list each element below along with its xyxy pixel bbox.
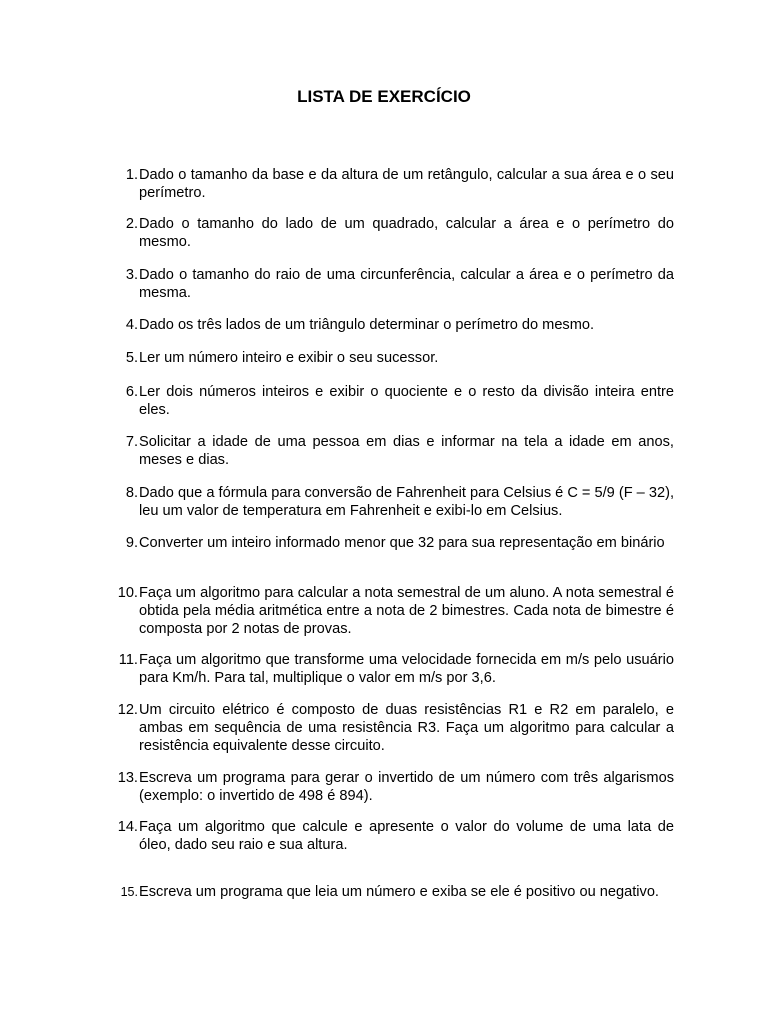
document-title: LISTA DE EXERCÍCIO bbox=[297, 87, 471, 106]
exercise-text: Faça um algoritmo que calcule e apresente o valor do volume de uma lata de óleo, dado seu raio e sua altura. bbox=[139, 819, 674, 853]
exercise-text: Ler dois números inteiros e exibir o quociente e o resto da divisão inteira entre eles. bbox=[139, 384, 674, 418]
exercise-number: 13. bbox=[117, 770, 138, 786]
exercise-item-14 bbox=[110, 818, 674, 854]
exercise-number: 12. bbox=[117, 702, 138, 718]
exercise-item-15 bbox=[110, 883, 674, 901]
exercise-text: Dado o tamanho do lado de um quadrado, calcular a área e o perímetro do mesmo. bbox=[139, 216, 674, 250]
exercise-text: Faça um algoritmo para calcular a nota semestral de um aluno. A nota semestral é obtida pela média aritmética entre a nota de 2 bimestres. Cada nota de bimestre é composta por 2 notas de provas. bbox=[139, 585, 674, 637]
exercise-item-6 bbox=[110, 383, 674, 419]
exercise-text: Dado os três lados de um triângulo determinar o perímetro do mesmo. bbox=[139, 317, 595, 333]
exercise-text: Dado que a fórmula para conversão de Fahrenheit para Celsius é C = 5/9 (F – 32), leu um valor de temperatura em Fahrenheit e exibi-lo em Celsius. bbox=[139, 485, 674, 519]
exercise-text: Ler um número inteiro e exibir o seu sucessor. bbox=[139, 350, 439, 366]
exercise-item-8 bbox=[110, 484, 674, 520]
exercise-item-7 bbox=[110, 433, 674, 469]
exercise-text: Escreva um programa que leia um número e exiba se ele é positivo ou negativo. bbox=[139, 884, 659, 900]
exercise-item-10 bbox=[110, 584, 674, 638]
exercise-number: 3. bbox=[125, 267, 138, 283]
exercise-number: 9. bbox=[125, 535, 138, 551]
exercise-number: 10. bbox=[117, 585, 138, 601]
exercise-text: Dado o tamanho do raio de uma circunferência, calcular a área e o perímetro da mesma. bbox=[139, 267, 674, 301]
exercise-item-2 bbox=[110, 215, 674, 251]
exercise-number: 11. bbox=[118, 652, 138, 668]
exercise-number: 8. bbox=[125, 485, 138, 501]
exercise-number: 4. bbox=[125, 317, 138, 333]
exercise-text: Um circuito elétrico é composto de duas resistências R1 e R2 em paralelo, e ambas em sequência de uma resistência R3. Faça um algoritmo para calcular a resistência equivalente desse circuito. bbox=[139, 702, 674, 754]
exercise-item-4 bbox=[110, 316, 674, 334]
exercise-text: Faça um algoritmo que transforme uma velocidade fornecida em m/s pelo usuário para Km/h. Para tal, multiplique o valor em m/s por 3,6. bbox=[139, 652, 674, 686]
exercise-text: Escreva um programa para gerar o invertido de um número com três algarismos (exemplo: o invertido de 498 é 894). bbox=[139, 770, 674, 804]
exercise-number: 1. bbox=[125, 167, 138, 183]
exercise-text: Dado o tamanho da base e da altura de um retângulo, calcular a sua área e o seu perímetro. bbox=[139, 167, 674, 201]
exercise-item-9 bbox=[110, 534, 674, 552]
exercise-text: Solicitar a idade de uma pessoa em dias e informar na tela a idade em anos, meses e dias. bbox=[139, 434, 674, 468]
exercise-number: 5. bbox=[125, 350, 138, 366]
exercise-item-1 bbox=[110, 166, 674, 202]
exercise-item-11 bbox=[110, 651, 674, 687]
exercise-text: Converter um inteiro informado menor que 32 para sua representação em binário bbox=[139, 535, 665, 551]
exercise-item-5 bbox=[110, 349, 674, 367]
exercise-item-13 bbox=[110, 769, 674, 805]
exercise-item-3 bbox=[110, 266, 674, 302]
exercise-number: 2. bbox=[125, 216, 138, 232]
exercise-number: 6. bbox=[125, 384, 138, 400]
exercise-item-12 bbox=[110, 701, 674, 755]
exercise-number: 14. bbox=[117, 819, 138, 835]
exercise-number: 15. bbox=[120, 885, 138, 899]
exercise-number: 7. bbox=[125, 434, 138, 450]
